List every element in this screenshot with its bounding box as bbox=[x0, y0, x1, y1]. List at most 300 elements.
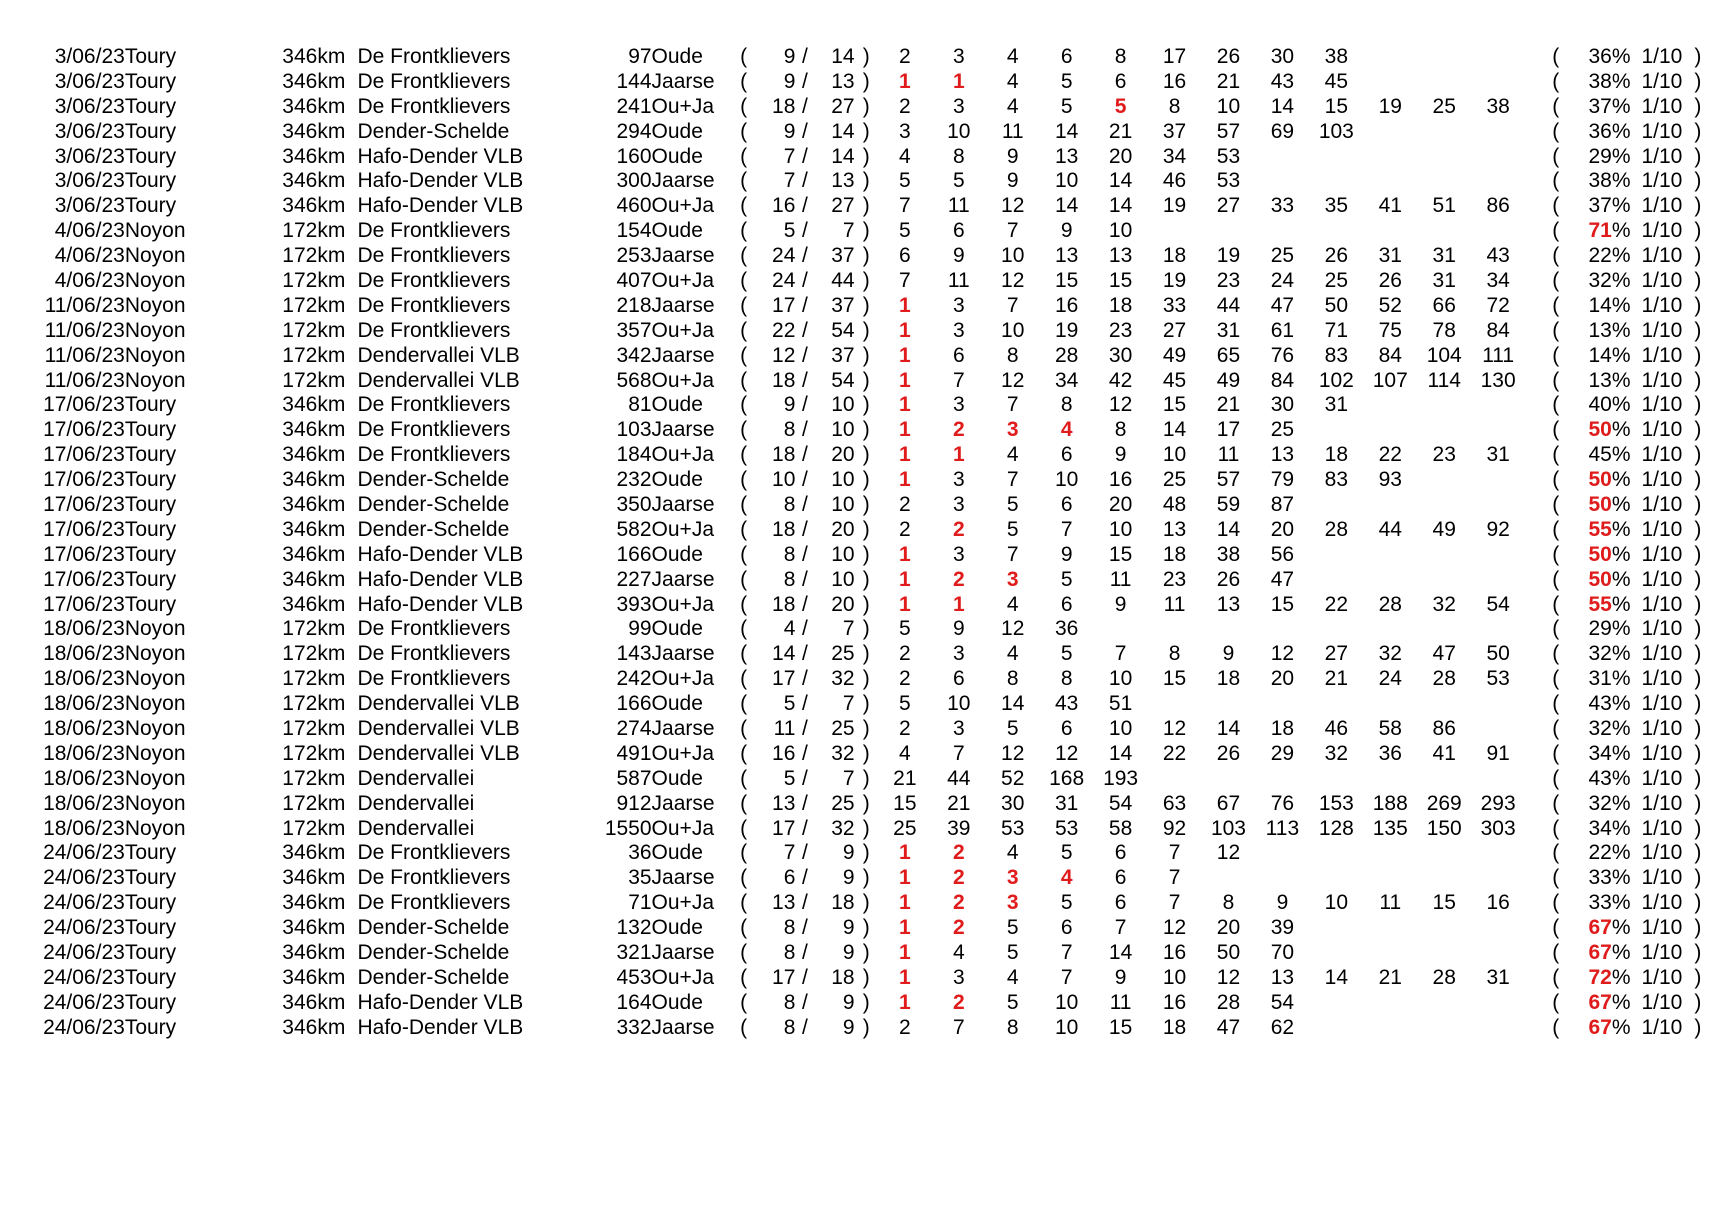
cell-percent-symbol: % bbox=[1611, 119, 1631, 143]
cell-placement bbox=[1202, 691, 1256, 716]
cell-placement: 1 bbox=[952, 592, 965, 616]
cell-placement bbox=[1309, 841, 1363, 866]
cell-placement bbox=[1255, 168, 1309, 193]
cell-placement: 15 bbox=[1270, 592, 1295, 616]
cell-placement: 49 bbox=[1216, 368, 1241, 392]
cell-percent-symbol: % bbox=[1611, 219, 1631, 243]
cell-prizes-won: 18 bbox=[772, 94, 796, 118]
cell-open-paren: ( bbox=[740, 891, 748, 915]
cell-race-location: Toury bbox=[124, 916, 177, 940]
cell-placement: 10 bbox=[1162, 443, 1187, 467]
cell-close-paren-pct: ) bbox=[1694, 592, 1702, 616]
cell-open-paren-pct: ( bbox=[1552, 44, 1560, 68]
cell-percent-symbol: % bbox=[1611, 468, 1631, 492]
cell-placement bbox=[1471, 542, 1525, 567]
cell-placement: 86 bbox=[1486, 194, 1510, 218]
cell-category: Jaarse bbox=[651, 293, 715, 317]
cell-prizes-won: 8 bbox=[783, 1015, 796, 1039]
cell-race-location: Toury bbox=[124, 1015, 177, 1039]
cell-race-location: Toury bbox=[124, 468, 177, 492]
cell-open-paren: ( bbox=[740, 468, 748, 492]
cell-close-paren: ) bbox=[862, 592, 870, 616]
cell-club: Dender-Schelde bbox=[357, 119, 510, 143]
cell-percent-symbol: % bbox=[1611, 916, 1631, 940]
cell-club: De Frontklievers bbox=[357, 841, 511, 865]
cell-placement: 13 bbox=[1270, 443, 1295, 467]
cell-club: De Frontklievers bbox=[357, 69, 511, 93]
cell-prize-ratio: 1/10 bbox=[1641, 741, 1683, 765]
cell-placement: 1 bbox=[952, 69, 965, 93]
cell-slash: / bbox=[801, 244, 808, 268]
cell-slash: / bbox=[801, 368, 808, 392]
cell-placement: 23 bbox=[1162, 567, 1187, 591]
cell-open-paren: ( bbox=[740, 642, 748, 666]
cell-percent-symbol: % bbox=[1611, 941, 1631, 964]
cell-placement: 4 bbox=[899, 741, 911, 765]
cell-placement: 7 bbox=[1006, 293, 1019, 317]
cell-club: De Frontklievers bbox=[357, 443, 511, 467]
cell-placement: 54 bbox=[1270, 990, 1295, 1014]
cell-open-paren-pct: ( bbox=[1552, 94, 1560, 118]
cell-prizes-available: 44 bbox=[831, 268, 855, 292]
cell-placement bbox=[1417, 492, 1471, 517]
cell-distance: 346 bbox=[282, 542, 318, 566]
cell-placement: 107 bbox=[1372, 368, 1408, 392]
cell-prize-ratio: 1/10 bbox=[1641, 293, 1683, 317]
cell-distance-unit: km bbox=[317, 418, 346, 442]
cell-race-location: Toury bbox=[124, 119, 177, 143]
cell-placement: 15 bbox=[1324, 94, 1349, 118]
cell-entries: 357 bbox=[616, 318, 652, 342]
cell-percentage: 22 bbox=[1588, 841, 1612, 865]
cell-placement: 47 bbox=[1270, 567, 1295, 591]
cell-distance-unit: km bbox=[317, 468, 346, 492]
cell-placement: 28 bbox=[1432, 965, 1456, 989]
cell-placement: 14 bbox=[1216, 517, 1241, 541]
cell-slash: / bbox=[801, 642, 808, 666]
cell-percent-symbol: % bbox=[1611, 716, 1631, 740]
cell-placement bbox=[1417, 567, 1471, 592]
cell-placement: 12 bbox=[1216, 965, 1241, 989]
cell-distance-unit: km bbox=[317, 567, 346, 591]
cell-prize-ratio: 1/10 bbox=[1641, 244, 1683, 268]
cell-date: 11/06/23 bbox=[44, 318, 125, 342]
cell-slash: / bbox=[801, 766, 808, 790]
cell-close-paren: ) bbox=[862, 244, 870, 268]
cell-prize-ratio: 1/10 bbox=[1641, 841, 1683, 865]
cell-spacer bbox=[1525, 592, 1542, 617]
cell-placement: 36 bbox=[1378, 741, 1402, 765]
cell-distance-unit: km bbox=[317, 169, 346, 193]
cell-placement bbox=[1255, 691, 1309, 716]
cell-category: Oude bbox=[651, 468, 703, 492]
cell-placement bbox=[1471, 940, 1525, 965]
cell-placement bbox=[1417, 44, 1471, 69]
cell-percentage: 38 bbox=[1588, 169, 1612, 193]
cell-close-paren: ) bbox=[862, 567, 870, 591]
cell-placement: 18 bbox=[1162, 244, 1187, 268]
cell-race-location: Noyon bbox=[124, 318, 186, 342]
cell-placement: 5 bbox=[1006, 916, 1019, 940]
cell-placement: 11 bbox=[1379, 891, 1402, 915]
cell-entries: 242 bbox=[616, 667, 652, 691]
cell-distance-unit: km bbox=[317, 990, 346, 1014]
cell-placement: 31 bbox=[1054, 791, 1079, 815]
cell-distance: 346 bbox=[282, 69, 318, 93]
cell-open-paren: ( bbox=[740, 343, 748, 367]
cell-slash: / bbox=[801, 916, 808, 940]
cell-prize-ratio: 1/10 bbox=[1641, 69, 1683, 93]
cell-placement: 69 bbox=[1270, 119, 1295, 143]
cell-open-paren: ( bbox=[740, 716, 748, 740]
cell-close-paren-pct: ) bbox=[1694, 169, 1702, 193]
cell-open-paren: ( bbox=[740, 492, 748, 516]
table-row bbox=[0, 144, 1720, 169]
cell-race-location: Noyon bbox=[124, 244, 186, 268]
cell-close-paren: ) bbox=[862, 492, 870, 516]
cell-open-paren-pct: ( bbox=[1552, 592, 1560, 616]
cell-distance-unit: km bbox=[317, 965, 346, 989]
cell-placement: 1 bbox=[899, 542, 911, 566]
table-row bbox=[0, 168, 1720, 193]
cell-placement: 12 bbox=[1001, 368, 1025, 392]
cell-prize-ratio: 1/10 bbox=[1641, 692, 1683, 716]
cell-close-paren: ) bbox=[862, 1015, 870, 1039]
cell-prize-ratio: 1/10 bbox=[1641, 592, 1683, 616]
cell-placement: 3 bbox=[1006, 418, 1019, 442]
cell-placement: 19 bbox=[1162, 194, 1187, 218]
cell-placement bbox=[1471, 392, 1525, 417]
cell-placement: 34 bbox=[1486, 268, 1510, 292]
cell-placement bbox=[1471, 417, 1525, 442]
table-row bbox=[0, 1015, 1720, 1040]
cell-percent-symbol: % bbox=[1611, 169, 1631, 193]
cell-placement: 1 bbox=[899, 368, 911, 392]
cell-club: Dendervallei VLB bbox=[357, 343, 520, 367]
cell-placement: 111 bbox=[1482, 343, 1515, 367]
cell-slash: / bbox=[801, 343, 808, 367]
table-row bbox=[0, 641, 1720, 666]
cell-placement: 10 bbox=[1108, 219, 1133, 243]
cell-placement: 9 bbox=[1060, 219, 1073, 243]
cell-open-paren-pct: ( bbox=[1552, 318, 1560, 342]
cell-distance-unit: km bbox=[317, 542, 346, 566]
cell-percentage: 43 bbox=[1588, 766, 1612, 790]
cell-percent-symbol: % bbox=[1611, 492, 1631, 516]
cell-distance: 346 bbox=[282, 144, 318, 168]
cell-spacer bbox=[1525, 119, 1542, 144]
table-row bbox=[0, 318, 1720, 343]
cell-race-location: Toury bbox=[124, 144, 177, 168]
cell-prize-ratio: 1/10 bbox=[1641, 567, 1683, 591]
cell-distance: 346 bbox=[282, 891, 318, 915]
cell-placement: 150 bbox=[1426, 816, 1462, 840]
cell-entries: 300 bbox=[616, 169, 652, 193]
cell-placement bbox=[1471, 69, 1525, 94]
cell-placement: 3 bbox=[952, 965, 965, 989]
cell-placement bbox=[1309, 691, 1363, 716]
table-row bbox=[0, 567, 1720, 592]
cell-placement bbox=[1417, 392, 1471, 417]
cell-percent-symbol: % bbox=[1611, 965, 1631, 989]
cell-placement bbox=[1417, 865, 1471, 890]
cell-date: 17/06/23 bbox=[43, 443, 125, 467]
cell-date: 18/06/23 bbox=[43, 642, 125, 666]
cell-prizes-won: 24 bbox=[772, 244, 796, 268]
cell-open-paren: ( bbox=[740, 692, 748, 716]
cell-placement: 7 bbox=[1006, 468, 1019, 492]
cell-placement: 41 bbox=[1432, 741, 1456, 765]
cell-open-paren-pct: ( bbox=[1552, 119, 1560, 143]
cell-placement: 9 bbox=[1114, 592, 1127, 616]
cell-distance-unit: km bbox=[317, 268, 346, 292]
cell-date: 4/06/23 bbox=[54, 268, 125, 292]
cell-placement: 10 bbox=[947, 119, 971, 143]
cell-placement: 53 bbox=[1486, 667, 1510, 691]
cell-race-location: Noyon bbox=[124, 268, 186, 292]
cell-prize-ratio: 1/10 bbox=[1641, 891, 1683, 915]
cell-close-paren-pct: ) bbox=[1694, 468, 1702, 492]
cell-placement: 8 bbox=[1006, 343, 1019, 367]
cell-close-paren-pct: ) bbox=[1694, 990, 1702, 1014]
cell-placement: 188 bbox=[1372, 791, 1408, 815]
cell-prizes-available: 7 bbox=[842, 692, 855, 716]
cell-prizes-won: 7 bbox=[783, 169, 796, 193]
cell-placement bbox=[1309, 168, 1363, 193]
cell-placement bbox=[1417, 766, 1471, 791]
cell-open-paren: ( bbox=[740, 517, 748, 541]
cell-placement bbox=[1417, 940, 1471, 965]
cell-placement: 39 bbox=[1270, 916, 1295, 940]
cell-placement: 76 bbox=[1270, 343, 1295, 367]
cell-race-location: Toury bbox=[124, 941, 177, 964]
cell-spacer bbox=[1525, 567, 1542, 592]
cell-entries: 154 bbox=[616, 219, 652, 243]
cell-close-paren-pct: ) bbox=[1694, 219, 1702, 243]
cell-category: Oude bbox=[651, 841, 703, 865]
cell-percentage: 32 bbox=[1588, 268, 1612, 292]
cell-close-paren: ) bbox=[862, 841, 870, 865]
cell-placement: 6 bbox=[1060, 916, 1073, 940]
cell-placement: 14 bbox=[1108, 194, 1133, 218]
cell-distance: 346 bbox=[282, 94, 318, 118]
cell-placement: 35 bbox=[1324, 194, 1349, 218]
cell-placement bbox=[1363, 168, 1417, 193]
cell-open-paren: ( bbox=[740, 443, 748, 467]
cell-placement: 2 bbox=[899, 1015, 911, 1039]
cell-placement: 6 bbox=[899, 244, 911, 268]
cell-distance: 346 bbox=[282, 567, 318, 591]
cell-distance: 346 bbox=[282, 44, 318, 68]
cell-open-paren-pct: ( bbox=[1552, 244, 1560, 268]
cell-placement: 25 bbox=[1162, 468, 1187, 492]
cell-placement: 30 bbox=[1270, 44, 1295, 68]
cell-category: Oude bbox=[651, 44, 703, 68]
cell-placement: 104 bbox=[1426, 343, 1462, 367]
cell-placement: 44 bbox=[1378, 517, 1402, 541]
cell-date: 18/06/23 bbox=[43, 667, 125, 691]
cell-distance-unit: km bbox=[317, 517, 346, 541]
table-row bbox=[0, 592, 1720, 617]
cell-placement: 57 bbox=[1216, 119, 1241, 143]
cell-prize-ratio: 1/10 bbox=[1641, 169, 1683, 193]
cell-club: De Frontklievers bbox=[357, 94, 511, 118]
cell-placement: 12 bbox=[1001, 617, 1025, 641]
cell-percent-symbol: % bbox=[1611, 44, 1631, 68]
table-row bbox=[0, 890, 1720, 915]
cell-entries: 164 bbox=[616, 990, 652, 1014]
cell-distance-unit: km bbox=[317, 119, 346, 143]
cell-club: Hafo-Dender VLB bbox=[357, 542, 524, 566]
cell-placement: 8 bbox=[1222, 891, 1235, 915]
cell-spacer bbox=[1525, 467, 1542, 492]
cell-prize-ratio: 1/10 bbox=[1641, 219, 1683, 243]
cell-placement: 9 bbox=[1006, 169, 1019, 193]
cell-placement: 43 bbox=[1054, 692, 1079, 716]
cell-placement: 8 bbox=[1168, 94, 1181, 118]
table-row bbox=[0, 915, 1720, 940]
cell-open-paren-pct: ( bbox=[1552, 194, 1560, 218]
cell-placement: 3 bbox=[952, 716, 965, 740]
cell-placement: 6 bbox=[1060, 492, 1073, 516]
cell-placement: 10 bbox=[1054, 1015, 1079, 1039]
cell-placement: 114 bbox=[1427, 368, 1461, 392]
cell-percentage: 37 bbox=[1588, 194, 1612, 218]
cell-distance: 172 bbox=[282, 219, 318, 243]
cell-placement: 14 bbox=[1054, 119, 1079, 143]
cell-race-location: Toury bbox=[124, 393, 177, 417]
cell-placement: 31 bbox=[1432, 244, 1456, 268]
cell-race-location: Toury bbox=[124, 841, 177, 865]
cell-placement: 25 bbox=[1324, 268, 1349, 292]
cell-placement: 66 bbox=[1432, 293, 1456, 317]
cell-placement bbox=[1255, 841, 1309, 866]
cell-percentage: 45 bbox=[1588, 443, 1612, 467]
cell-date: 3/06/23 bbox=[54, 94, 125, 118]
cell-distance-unit: km bbox=[317, 293, 346, 317]
cell-prizes-won: 10 bbox=[772, 468, 796, 492]
cell-date: 17/06/23 bbox=[43, 542, 125, 566]
cell-close-paren-pct: ) bbox=[1694, 293, 1702, 317]
cell-placement: 11 bbox=[1109, 990, 1132, 1014]
cell-placement: 31 bbox=[1324, 393, 1349, 417]
cell-placement bbox=[1094, 616, 1148, 641]
cell-open-paren-pct: ( bbox=[1552, 368, 1560, 392]
cell-prize-ratio: 1/10 bbox=[1641, 941, 1683, 964]
cell-placement: 18 bbox=[1270, 716, 1295, 740]
cell-date: 24/06/23 bbox=[43, 941, 125, 964]
cell-distance: 346 bbox=[282, 866, 318, 890]
cell-placement: 11 bbox=[1217, 443, 1240, 467]
cell-category: Ou+Ja bbox=[651, 94, 715, 118]
cell-placement bbox=[1363, 144, 1417, 169]
cell-open-paren: ( bbox=[740, 368, 748, 392]
cell-distance: 172 bbox=[282, 293, 318, 317]
cell-prizes-won: 24 bbox=[772, 268, 796, 292]
cell-slash: / bbox=[801, 667, 808, 691]
cell-placement bbox=[1417, 915, 1471, 940]
cell-race-location: Toury bbox=[124, 866, 177, 890]
cell-placement: 293 bbox=[1480, 791, 1516, 815]
cell-club: Hafo-Dender VLB bbox=[357, 194, 524, 218]
cell-placement: 1 bbox=[899, 468, 911, 492]
cell-placement: 50 bbox=[1324, 293, 1349, 317]
cell-placement: 75 bbox=[1378, 318, 1402, 342]
cell-club: Dendervallei VLB bbox=[357, 368, 520, 392]
cell-prizes-won: 17 bbox=[772, 293, 796, 317]
cell-race-location: Noyon bbox=[124, 368, 186, 392]
table-row bbox=[0, 492, 1720, 517]
cell-placement: 8 bbox=[1114, 44, 1127, 68]
cell-open-paren: ( bbox=[740, 268, 748, 292]
table-row bbox=[0, 691, 1720, 716]
cell-entries: 350 bbox=[616, 492, 652, 516]
cell-open-paren-pct: ( bbox=[1552, 1015, 1560, 1039]
cell-close-paren-pct: ) bbox=[1694, 517, 1702, 541]
cell-spacer bbox=[1525, 990, 1542, 1015]
cell-entries: 294 bbox=[616, 119, 652, 143]
cell-close-paren-pct: ) bbox=[1694, 741, 1702, 765]
cell-open-paren: ( bbox=[740, 841, 748, 865]
cell-placement: 1 bbox=[899, 941, 911, 964]
cell-close-paren-pct: ) bbox=[1694, 318, 1702, 342]
cell-club: Dender-Schelde bbox=[357, 916, 510, 940]
cell-placement bbox=[1202, 616, 1256, 641]
cell-close-paren-pct: ) bbox=[1694, 119, 1702, 143]
cell-placement: 51 bbox=[1108, 692, 1133, 716]
cell-placement bbox=[1363, 865, 1417, 890]
table-row bbox=[0, 69, 1720, 94]
cell-percentage: 29 bbox=[1588, 617, 1612, 641]
cell-prize-ratio: 1/10 bbox=[1641, 866, 1683, 890]
cell-open-paren: ( bbox=[740, 393, 748, 417]
cell-close-paren: ) bbox=[862, 44, 870, 68]
cell-distance: 172 bbox=[282, 318, 318, 342]
cell-placement: 3 bbox=[1006, 866, 1019, 890]
table-row bbox=[0, 392, 1720, 417]
cell-close-paren: ) bbox=[862, 343, 870, 367]
cell-race-location: Noyon bbox=[124, 791, 186, 815]
cell-placement: 7 bbox=[899, 268, 911, 292]
cell-placement bbox=[1417, 69, 1471, 94]
cell-category: Ou+Ja bbox=[651, 816, 715, 840]
cell-placement: 5 bbox=[899, 219, 911, 243]
cell-prize-ratio: 1/10 bbox=[1641, 667, 1683, 691]
cell-placement: 8 bbox=[1168, 642, 1181, 666]
cell-open-paren-pct: ( bbox=[1552, 965, 1560, 989]
cell-entries: 342 bbox=[616, 343, 652, 367]
cell-distance-unit: km bbox=[317, 592, 346, 616]
cell-prize-ratio: 1/10 bbox=[1641, 965, 1683, 989]
cell-date: 18/06/23 bbox=[43, 692, 125, 716]
table-row bbox=[0, 517, 1720, 542]
cell-placement: 4 bbox=[952, 941, 965, 964]
cell-percentage: 50 bbox=[1588, 468, 1612, 492]
cell-spacer bbox=[1525, 641, 1542, 666]
cell-placement bbox=[1202, 865, 1256, 890]
cell-placement: 42 bbox=[1108, 368, 1133, 392]
cell-placement: 5 bbox=[1060, 642, 1073, 666]
cell-club: Dender-Schelde bbox=[357, 965, 510, 989]
cell-close-paren: ) bbox=[862, 891, 870, 915]
cell-placement: 43 bbox=[1486, 244, 1510, 268]
cell-placement: 6 bbox=[952, 343, 965, 367]
cell-entries: 166 bbox=[616, 542, 652, 566]
cell-prize-ratio: 1/10 bbox=[1641, 44, 1683, 68]
cell-placement: 50 bbox=[1486, 642, 1510, 666]
cell-placement: 15 bbox=[1162, 393, 1187, 417]
cell-close-paren: ) bbox=[862, 318, 870, 342]
